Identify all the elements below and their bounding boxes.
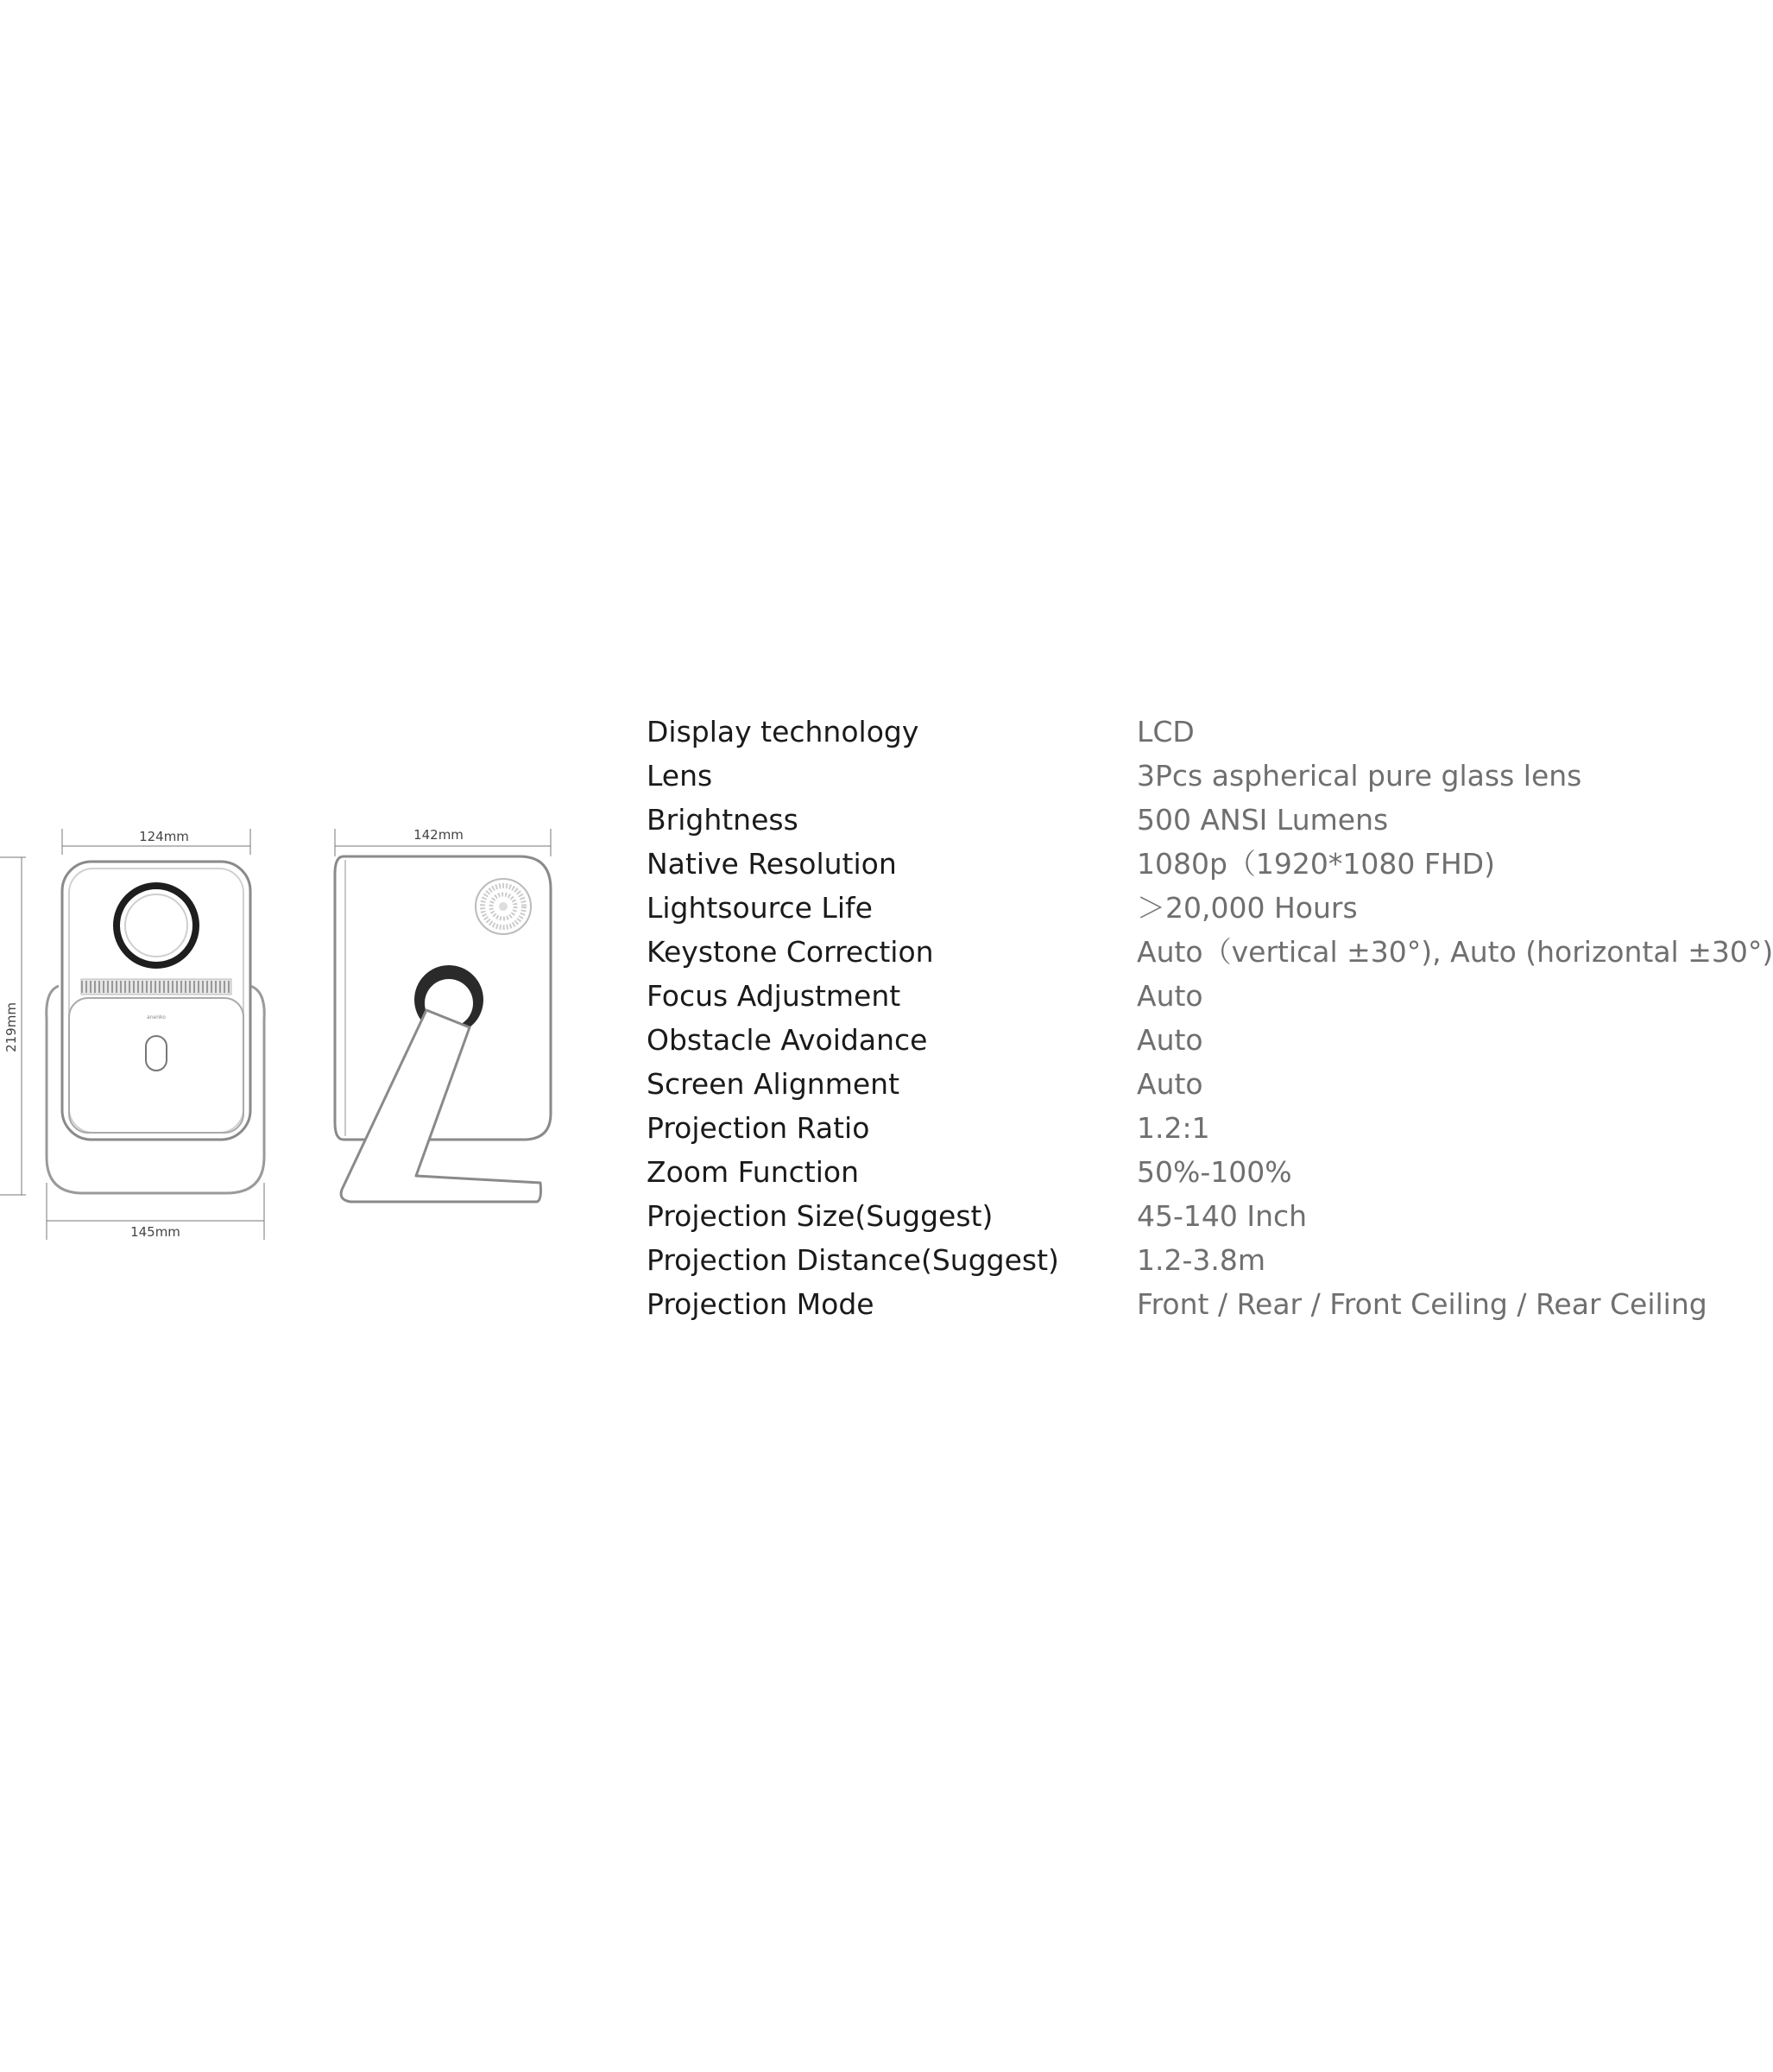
spec-value: Auto xyxy=(1137,979,1203,1013)
spec-table xyxy=(647,710,1773,1326)
spec-value: 1.2-3.8m xyxy=(1137,1243,1266,1277)
base-width-dimension xyxy=(47,1183,264,1240)
spec-label: Projection Mode xyxy=(647,1287,874,1321)
spec-value: Auto（vertical ±30°), Auto (horizontal ±30°) xyxy=(1137,935,1773,969)
spec-label: Projection Size(Suggest) xyxy=(647,1199,994,1233)
height-label: 219mm xyxy=(3,1002,19,1052)
spec-row xyxy=(647,886,1656,930)
top-width-dimension xyxy=(62,829,250,855)
spec-row xyxy=(647,1194,1656,1238)
spec-row xyxy=(647,974,1656,1018)
spec-label: Projection Distance(Suggest) xyxy=(647,1243,1059,1277)
depth-label: 142mm xyxy=(413,827,464,843)
spec-label: Lightsource Life xyxy=(647,891,873,925)
spec-label: Focus Adjustment xyxy=(647,979,901,1013)
side-view-drawing xyxy=(319,777,561,1260)
vent-grille xyxy=(81,979,231,995)
spec-value: 1.2:1 xyxy=(1137,1111,1210,1145)
spec-row xyxy=(647,1062,1656,1106)
spec-row xyxy=(647,1238,1656,1282)
spec-row xyxy=(647,710,1656,754)
brand-logo: anenko xyxy=(147,1014,166,1020)
spec-row xyxy=(647,1150,1656,1194)
spec-label: Zoom Function xyxy=(647,1155,859,1189)
front-view-drawing xyxy=(0,777,285,1260)
spec-value: Auto xyxy=(1137,1067,1203,1101)
spec-label: Screen Alignment xyxy=(647,1067,900,1101)
height-dimension xyxy=(0,857,26,1195)
top-width-label: 124mm xyxy=(139,829,189,844)
spec-value: 45-140 Inch xyxy=(1137,1199,1308,1233)
spec-label: Native Resolution xyxy=(647,847,897,881)
spec-row xyxy=(647,1282,1707,1326)
base-width-label: 145mm xyxy=(130,1224,180,1240)
spec-row xyxy=(647,798,1656,842)
sensor-icon xyxy=(146,1036,167,1071)
spec-label: Lens xyxy=(647,759,713,793)
spec-value: ＞20,000 Hours xyxy=(1137,891,1358,925)
speaker-grille-icon xyxy=(476,879,531,934)
spec-row xyxy=(647,842,1656,886)
spec-row xyxy=(647,1018,1656,1062)
spec-value: 1080p（1920*1080 FHD) xyxy=(1137,847,1495,881)
spec-row xyxy=(647,1106,1656,1150)
spec-label: Projection Ratio xyxy=(647,1111,870,1145)
spec-row xyxy=(647,754,1656,798)
spec-row xyxy=(647,930,1773,974)
spec-label: Display technology xyxy=(647,715,919,749)
spec-value: Front / Rear / Front Ceiling / Rear Ceiling xyxy=(1137,1287,1707,1321)
depth-dimension xyxy=(335,827,551,856)
spec-value: 3Pcs aspherical pure glass lens xyxy=(1137,759,1582,793)
spec-value: Auto xyxy=(1137,1023,1203,1057)
spec-label: Brightness xyxy=(647,803,798,837)
spec-value: 500 ANSI Lumens xyxy=(1137,803,1389,837)
spec-label: Keystone Correction xyxy=(647,935,934,969)
spec-value: LCD xyxy=(1137,715,1195,749)
spec-label: Obstacle Avoidance xyxy=(647,1023,928,1057)
spec-value: 50%-100% xyxy=(1137,1155,1292,1189)
lens-icon xyxy=(117,886,196,965)
